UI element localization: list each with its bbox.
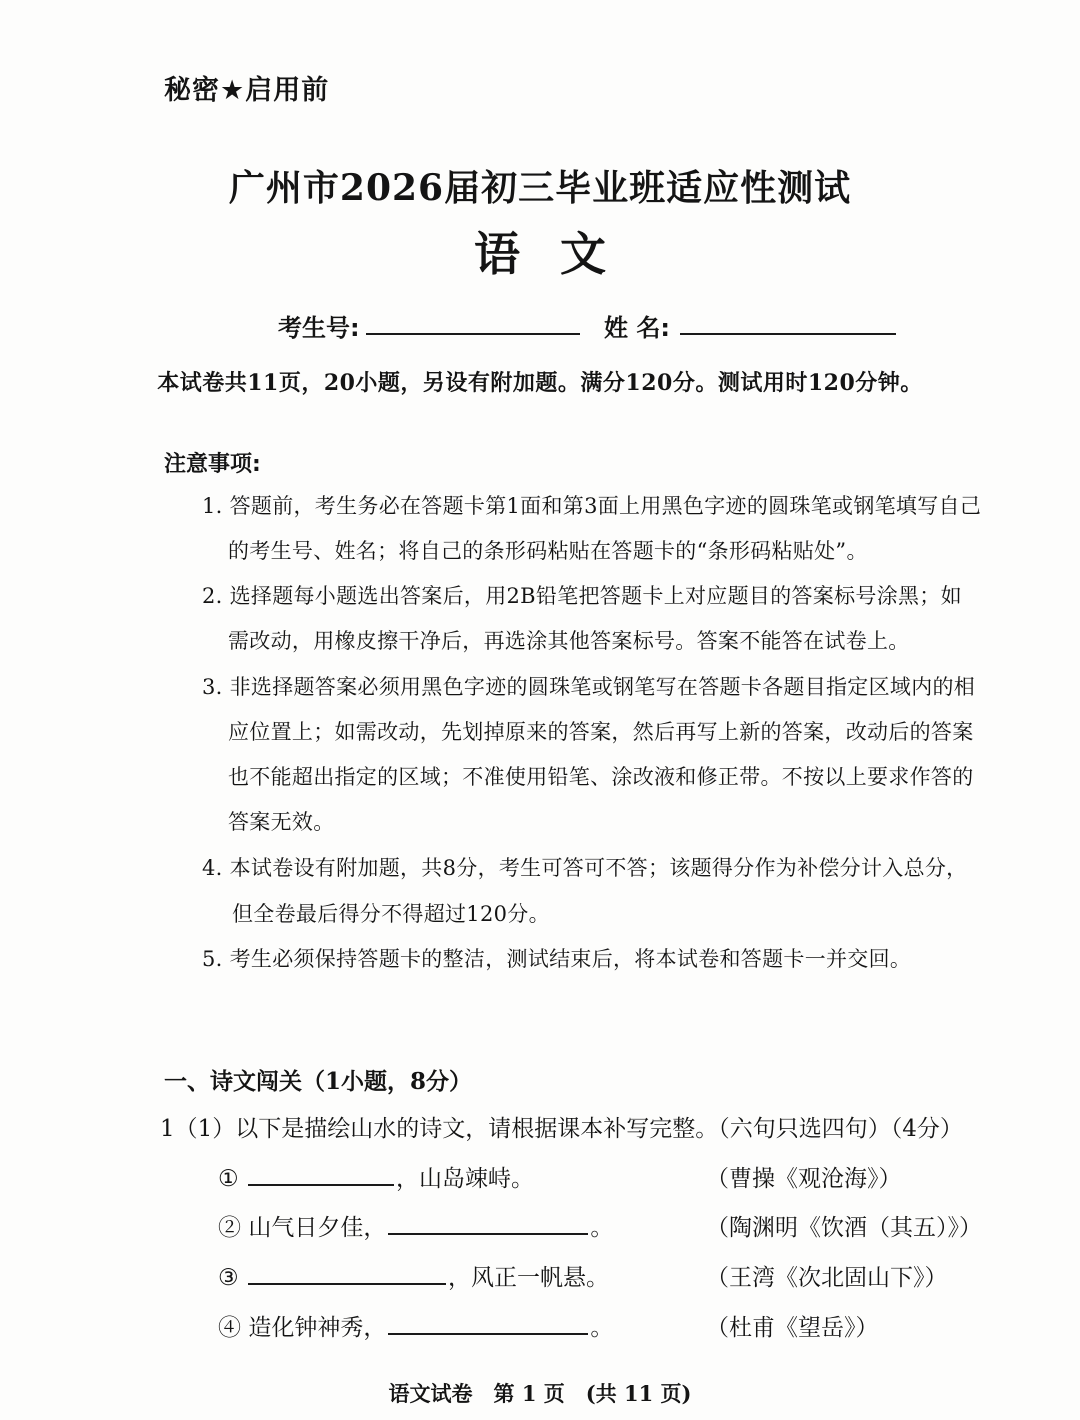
note-3-line-3: 也不能超出指定的区域；不准使用铅笔、涂改液和修正带。不按以上要求作答的 (228, 765, 974, 789)
row-text-after: ，山岛竦峙。 (395, 1166, 534, 1192)
poem-source-4: （杜甫《望岳》） (706, 1315, 879, 1341)
exam-title: 广州市2026届初三毕业班适应性测试 (228, 167, 852, 209)
answer-blank[interactable] (388, 1333, 588, 1335)
note-5-line-1: 5. 考生必须保持答题卡的整洁，测试结束后，将本试卷和答题卡一并交回。 (202, 947, 912, 971)
poem-source-3: （王湾《次北固山下》） (706, 1265, 948, 1291)
poem-row-3 (218, 1259, 609, 1292)
candidate-id-line (366, 333, 580, 335)
note-4-line-2: 但全卷最后得分不得超过120分。 (232, 902, 550, 926)
notes-heading: 注意事项: (164, 452, 261, 477)
note-2-line-1: 2. 选择题每小题选出答案后，用2B铅笔把答题卡上对应题目的答案标号涂黑；如 (202, 584, 962, 608)
row-text-before: 山气日夕佳， (248, 1215, 387, 1241)
note-3-line-1: 3. 非选择题答案必须用黑色字迹的圆珠笔或钢笔写在答题卡各题目指定区域内的相 (202, 675, 976, 699)
candidate-name-label: 姓 名: (604, 314, 670, 342)
row-text-before: 造化钟神秀， (248, 1315, 387, 1341)
row-text-after: ，风正一帆悬。 (447, 1265, 609, 1291)
page-footer: 语文试卷 第 1 页 (共 11 页) (388, 1381, 692, 1406)
poem-row-2 (218, 1209, 613, 1242)
candidate-name-line (680, 333, 896, 335)
row-number: ① (218, 1166, 239, 1192)
candidate-id-label: 考生号: (278, 314, 360, 342)
note-1-line-1: 1. 答题前，考生务必在答题卡第1面和第3面上用黑色字迹的圆珠笔或钢笔填写自己 (202, 494, 982, 518)
question-1-prompt: 1（1）以下是描绘山水的诗文，请根据课本补写完整。（六句只选四句）（4分） (160, 1116, 963, 1142)
poem-row-4 (218, 1309, 613, 1342)
subject-title: 语文 (474, 227, 646, 281)
row-text-after: 。 (590, 1215, 614, 1241)
note-2-line-2: 需改动，用橡皮擦干净后，再选涂其他答案标号。答案不能答在试卷上。 (228, 629, 910, 653)
poem-row-1 (218, 1160, 534, 1193)
answer-blank[interactable] (248, 1283, 446, 1285)
secret-label: 秘密★启用前 (164, 75, 330, 106)
answer-blank[interactable] (248, 1184, 394, 1186)
poem-source-1: （曹操《观沧海》） (706, 1166, 902, 1192)
section-1-heading: 一、诗文闯关（1小题，8分） (164, 1068, 473, 1095)
row-text-after: 。 (590, 1315, 614, 1341)
note-3-line-4: 答案无效。 (228, 810, 335, 834)
poem-source-2: （陶渊明《饮酒（其五）》） (706, 1215, 982, 1241)
answer-blank[interactable] (388, 1233, 588, 1235)
row-number: ④ (218, 1315, 241, 1341)
exam-info-line: 本试卷共11页，20小题，另设有附加题。满分120分。测试用时120分钟。 (157, 370, 923, 396)
note-4-line-1: 4. 本试卷设有附加题，共8分，考生可答可不答；该题得分作为补偿分计入总分， (202, 856, 968, 880)
row-number: ② (218, 1215, 241, 1241)
note-3-line-2: 应位置上；如需改动，先划掉原来的答案，然后再写上新的答案，改动后的答案 (228, 720, 974, 744)
row-number: ③ (218, 1265, 239, 1291)
note-1-line-2: 的考生号、姓名；将自己的条形码粘贴在答题卡的“条形码粘贴处”。 (228, 539, 868, 563)
